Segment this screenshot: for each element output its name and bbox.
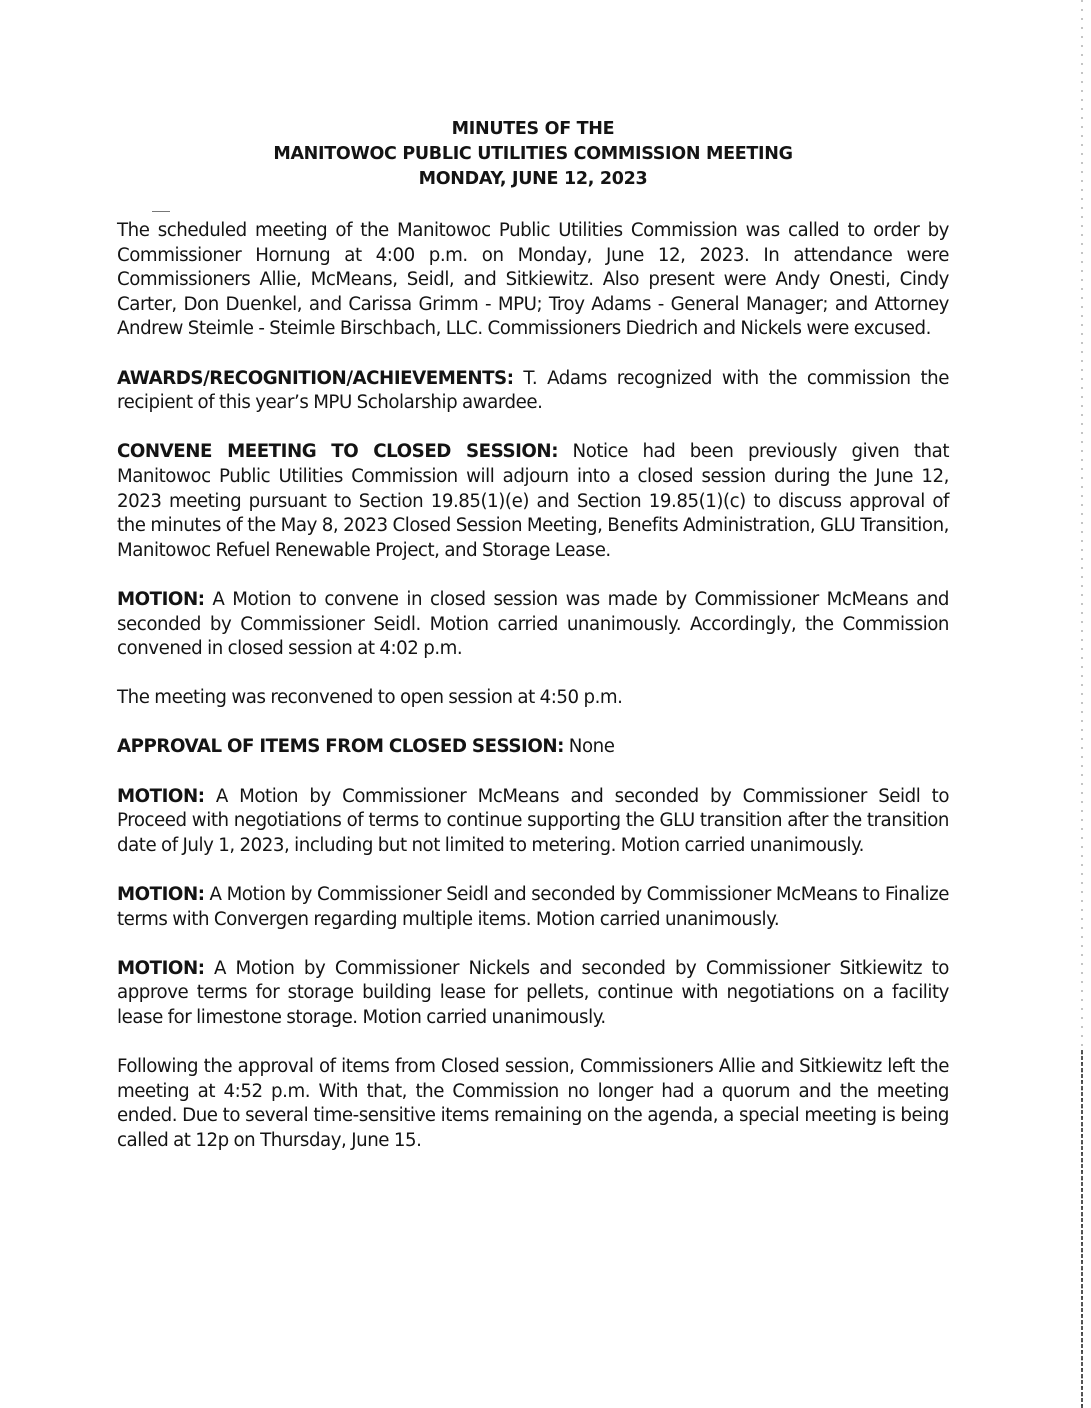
awards-paragraph	[117, 367, 949, 416]
closed-session-label: CONVENE MEETING TO CLOSED SESSION:	[117, 441, 559, 463]
motion-storage-paragraph	[117, 957, 949, 1031]
motion-text: A Motion by Commissioner Seidl and seconded by Commissioner McMeans to Finalize terms with Convergen regarding multiple items. Motion carried unanimously.	[117, 884, 949, 930]
motion-text: A Motion by Commissioner McMeans and seconded by Commissioner Seidl to Proceed with negotiations of terms to continue supporting the GLU transition after the transition date of July 1, 2023, including but not limited to metering. Motion carried unanimously.	[117, 785, 949, 856]
motion-glu-paragraph	[117, 785, 949, 859]
scan-edge-marks-lower	[1081, 1050, 1083, 1408]
approval-items-paragraph	[117, 735, 949, 760]
motion-convergen-paragraph	[117, 883, 949, 932]
motion-label: MOTION:	[117, 957, 205, 979]
awards-text: T. Adams recognized with the commission the recipient of this year’s MPU Scholarship awardee.	[117, 367, 949, 414]
title-line-3: MONDAY, JUNE 12, 2023	[418, 169, 648, 189]
awards-label: AWARDS/RECOGNITION/ACHIEVEMENTS:	[117, 367, 514, 389]
reconvened-paragraph: The meeting was reconvened to open session at 4:50 p.m.	[117, 687, 623, 709]
motion-label: MOTION:	[117, 884, 205, 906]
minutes-page	[117, 117, 949, 1178]
motion-text: A Motion to convene in closed session was made by Commissioner McMeans and seconded by Commissioner Seidl. Motion carried unanimously. Accordingly, the Commission convened in closed session at 4:02 p.m.	[117, 588, 949, 660]
document-title	[117, 117, 949, 192]
approval-label: APPROVAL OF ITEMS FROM CLOSED SESSION:	[117, 736, 564, 758]
title-line-2: MANITOWOC PUBLIC UTILITIES COMMISSION MEETING	[273, 144, 793, 164]
motion-label: MOTION:	[117, 785, 205, 807]
approval-text: None	[563, 736, 615, 758]
closing-paragraph: Following the approval of items from Closed session, Commissioners Allie and Sitkiewitz left the meeting at 4:52 p.m. With that, the Commission no longer had a quorum and the meeting ended. Due to several time-sensitive items remaining on the agenda, a special meeting is being called at 12p on Thursday, June 15.	[117, 1056, 949, 1151]
motion-text: A Motion by Commissioner Nickels and seconded by Commissioner Sitkiewitz to approve terms for storage building lease for pellets, continue with negotiations on a facility lease for limestone storage. Motion carried unanimously.	[117, 957, 949, 1028]
motion-convene-paragraph	[117, 588, 949, 662]
title-line-1: MINUTES OF THE	[451, 119, 615, 139]
closed-session-text: Notice had been previously given that Manitowoc Public Utilities Commission will adjourn into a closed session during the June 12, 2023 meeting pursuant to Section 19.85(1)(e) and Section 19.85(1)(c) to discuss approval of the minutes of the May 8, 2023 Closed Session Meeting, Benefits Administration, GLU Transition, Manitowoc Refuel Renewable Project, and Storage Lease.	[117, 441, 950, 561]
motion-label: MOTION:	[117, 588, 205, 610]
closed-session-notice-paragraph	[117, 440, 949, 563]
call-to-order-paragraph: The scheduled meeting of the Manitowoc Public Utilities Commission was called to order by Commissioner Hornung at 4:00 p.m. on Monday, June 12, 2023. In attendance were Commissioners Allie, McMeans, Seidl, and Sitkiewitz. Also present were Andy Onesti, Cindy Carter, Don Duenkel, and Carissa Grimm - MPU; Troy Adams - General Manager; and Attorney Andrew Steimle - Steimle Birschbach, LLC. Commissioners Diedrich and Nickels were excused.	[117, 220, 949, 340]
